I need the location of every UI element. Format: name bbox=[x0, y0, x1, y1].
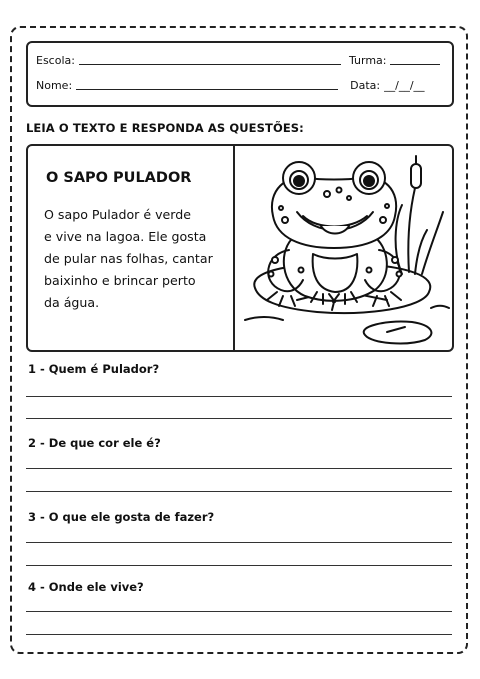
question-2: 2 - De que cor ele é? bbox=[28, 436, 161, 450]
answer-line-1b[interactable] bbox=[26, 418, 452, 419]
answer-line-4b[interactable] bbox=[26, 634, 452, 635]
answer-line-4a[interactable] bbox=[26, 611, 452, 612]
question-3: 3 - O que ele gosta de fazer? bbox=[28, 510, 215, 524]
story-line: e vive na lagoa. Ele gosta bbox=[44, 229, 207, 244]
class-label: Turma: bbox=[348, 54, 387, 67]
answer-line-3b[interactable] bbox=[26, 565, 452, 566]
story-divider bbox=[233, 146, 235, 350]
instruction-heading: LEIA O TEXTO E RESPONDA AS QUESTÕES: bbox=[26, 121, 304, 135]
school-label: Escola: bbox=[36, 54, 75, 67]
answer-line-2b[interactable] bbox=[26, 491, 452, 492]
student-info-box bbox=[26, 41, 454, 107]
date-field[interactable]: __/__/__ bbox=[384, 79, 425, 92]
frog-on-lily-pad-icon bbox=[237, 150, 453, 348]
story-line: O sapo Pulador é verde bbox=[44, 207, 191, 222]
story-box bbox=[26, 144, 454, 352]
class-field[interactable] bbox=[390, 53, 440, 65]
school-field[interactable] bbox=[79, 53, 341, 65]
answer-line-2a[interactable] bbox=[26, 468, 452, 469]
question-1: 1 - Quem é Pulador? bbox=[28, 362, 160, 376]
answer-line-3a[interactable] bbox=[26, 542, 452, 543]
story-line: baixinho e brincar perto bbox=[44, 273, 196, 288]
header-row-1 bbox=[36, 49, 444, 67]
story-line: da água. bbox=[44, 295, 100, 310]
story-title: O SAPO PULADOR bbox=[46, 170, 192, 186]
header-row-2 bbox=[36, 74, 444, 92]
story-text bbox=[44, 204, 228, 314]
answer-line-1a[interactable] bbox=[26, 396, 452, 397]
name-field[interactable] bbox=[76, 78, 338, 90]
story-line: de pular nas folhas, cantar bbox=[44, 251, 213, 266]
question-4: 4 - Onde ele vive? bbox=[28, 580, 144, 594]
name-label: Nome: bbox=[36, 79, 73, 92]
date-label: Data: bbox=[350, 79, 381, 92]
